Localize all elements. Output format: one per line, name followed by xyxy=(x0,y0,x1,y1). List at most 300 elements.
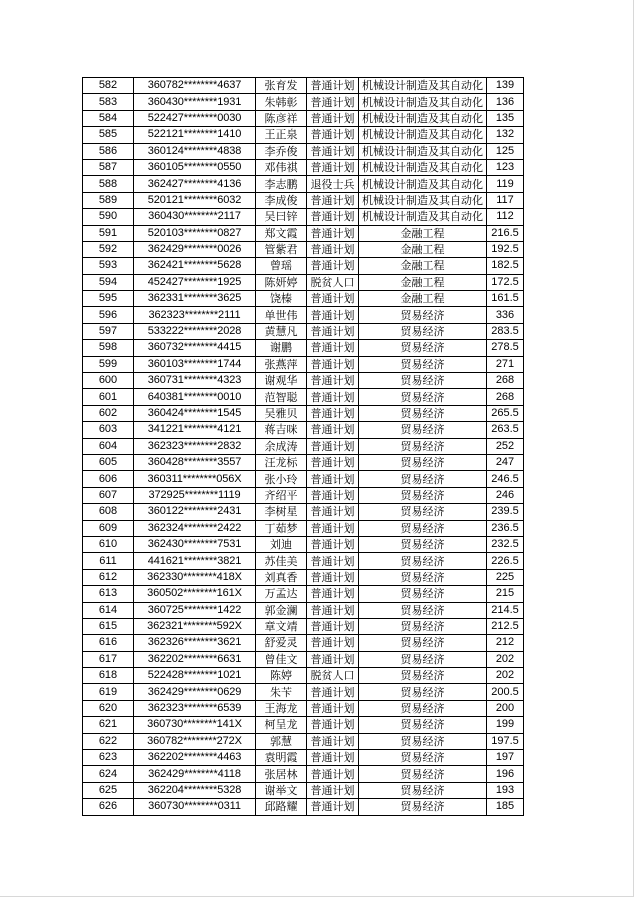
plan-type-cell: 普通计划 xyxy=(307,684,359,700)
name-cell: 管紫君 xyxy=(256,241,307,257)
table-row xyxy=(83,684,524,700)
id-number-cell: 360103********1744 xyxy=(134,356,256,372)
plan-type-cell: 普通计划 xyxy=(307,143,359,159)
seq-number-cell: 586 xyxy=(83,143,134,159)
id-number-cell: 362321********592X xyxy=(134,618,256,634)
id-number-cell: 360782********272X xyxy=(134,733,256,749)
table-row xyxy=(83,487,524,503)
table-row xyxy=(83,307,524,323)
name-cell: 李乔俊 xyxy=(256,143,307,159)
seq-number-cell: 626 xyxy=(83,799,134,815)
seq-number-cell: 601 xyxy=(83,389,134,405)
seq-number-cell: 589 xyxy=(83,192,134,208)
score-cell: 283.5 xyxy=(487,323,524,339)
name-cell: 陈婷 xyxy=(256,668,307,684)
score-cell: 123 xyxy=(487,159,524,175)
plan-type-cell: 普通计划 xyxy=(307,700,359,716)
score-cell: 268 xyxy=(487,373,524,389)
table-row xyxy=(83,782,524,798)
id-number-cell: 372925********1119 xyxy=(134,487,256,503)
id-number-cell: 362323********2832 xyxy=(134,438,256,454)
score-cell: 200 xyxy=(487,700,524,716)
major-cell: 贸易经济 xyxy=(359,389,487,405)
id-number-cell: 360424********1545 xyxy=(134,405,256,421)
score-cell: 117 xyxy=(487,192,524,208)
id-number-cell: 362429********4118 xyxy=(134,766,256,782)
name-cell: 朱韩彰 xyxy=(256,94,307,110)
id-number-cell: 640381********0010 xyxy=(134,389,256,405)
major-cell: 贸易经济 xyxy=(359,700,487,716)
plan-type-cell: 普通计划 xyxy=(307,291,359,307)
seq-number-cell: 590 xyxy=(83,209,134,225)
plan-type-cell: 脱贫人口 xyxy=(307,274,359,290)
plan-type-cell: 普通计划 xyxy=(307,635,359,651)
score-cell: 246.5 xyxy=(487,471,524,487)
seq-number-cell: 588 xyxy=(83,176,134,192)
plan-type-cell: 普通计划 xyxy=(307,782,359,798)
score-cell: 182.5 xyxy=(487,258,524,274)
major-cell: 贸易经济 xyxy=(359,340,487,356)
name-cell: 谢观华 xyxy=(256,373,307,389)
score-cell: 212 xyxy=(487,635,524,651)
score-cell: 265.5 xyxy=(487,405,524,421)
score-cell: 212.5 xyxy=(487,618,524,634)
id-number-cell: 362324********2422 xyxy=(134,520,256,536)
plan-type-cell: 普通计划 xyxy=(307,651,359,667)
major-cell: 贸易经济 xyxy=(359,586,487,602)
id-number-cell: 522427********0030 xyxy=(134,110,256,126)
major-cell: 贸易经济 xyxy=(359,536,487,552)
id-number-cell: 520103********0827 xyxy=(134,225,256,241)
table-row xyxy=(83,209,524,225)
plan-type-cell: 普通计划 xyxy=(307,471,359,487)
table-row xyxy=(83,586,524,602)
name-cell: 李志鹏 xyxy=(256,176,307,192)
major-cell: 机械设计制造及其自动化 xyxy=(359,110,487,126)
name-cell: 李成俊 xyxy=(256,192,307,208)
name-cell: 袁明霞 xyxy=(256,750,307,766)
name-cell: 吴雅贝 xyxy=(256,405,307,421)
score-cell: 225 xyxy=(487,569,524,585)
plan-type-cell: 普通计划 xyxy=(307,569,359,585)
plan-type-cell: 普通计划 xyxy=(307,454,359,470)
name-cell: 单世伟 xyxy=(256,307,307,323)
name-cell: 柯呈龙 xyxy=(256,717,307,733)
table-row xyxy=(83,471,524,487)
score-cell: 119 xyxy=(487,176,524,192)
name-cell: 张燕萍 xyxy=(256,356,307,372)
id-number-cell: 360105********0550 xyxy=(134,159,256,175)
seq-number-cell: 622 xyxy=(83,733,134,749)
name-cell: 郭慧 xyxy=(256,733,307,749)
plan-type-cell: 普通计划 xyxy=(307,389,359,405)
plan-type-cell: 普通计划 xyxy=(307,602,359,618)
score-cell: 196 xyxy=(487,766,524,782)
seq-number-cell: 611 xyxy=(83,553,134,569)
score-cell: 202 xyxy=(487,651,524,667)
seq-number-cell: 609 xyxy=(83,520,134,536)
seq-number-cell: 607 xyxy=(83,487,134,503)
plan-type-cell: 脱贫人口 xyxy=(307,668,359,684)
name-cell: 陈彦祥 xyxy=(256,110,307,126)
plan-type-cell: 普通计划 xyxy=(307,487,359,503)
table-row xyxy=(83,553,524,569)
table-row xyxy=(83,225,524,241)
name-cell: 曾佳文 xyxy=(256,651,307,667)
name-cell: 范智聪 xyxy=(256,389,307,405)
seq-number-cell: 610 xyxy=(83,536,134,552)
plan-type-cell: 普通计划 xyxy=(307,323,359,339)
major-cell: 机械设计制造及其自动化 xyxy=(359,127,487,143)
id-number-cell: 522428********1021 xyxy=(134,668,256,684)
plan-type-cell: 普通计划 xyxy=(307,340,359,356)
id-number-cell: 362330********418X xyxy=(134,569,256,585)
plan-type-cell: 普通计划 xyxy=(307,618,359,634)
table-row xyxy=(83,618,524,634)
plan-type-cell: 普通计划 xyxy=(307,553,359,569)
table-row xyxy=(83,717,524,733)
seq-number-cell: 617 xyxy=(83,651,134,667)
table-row xyxy=(83,291,524,307)
id-number-cell: 362323********6539 xyxy=(134,700,256,716)
major-cell: 贸易经济 xyxy=(359,684,487,700)
major-cell: 贸易经济 xyxy=(359,422,487,438)
score-cell: 246 xyxy=(487,487,524,503)
table-row xyxy=(83,143,524,159)
table-row xyxy=(83,176,524,192)
table-row xyxy=(83,536,524,552)
id-number-cell: 360502********161X xyxy=(134,586,256,602)
major-cell: 机械设计制造及其自动化 xyxy=(359,143,487,159)
id-number-cell: 360782********4637 xyxy=(134,78,256,94)
score-cell: 336 xyxy=(487,307,524,323)
seq-number-cell: 584 xyxy=(83,110,134,126)
seq-number-cell: 592 xyxy=(83,241,134,257)
id-number-cell: 362427********4136 xyxy=(134,176,256,192)
score-cell: 161.5 xyxy=(487,291,524,307)
seq-number-cell: 599 xyxy=(83,356,134,372)
plan-type-cell: 普通计划 xyxy=(307,356,359,372)
id-number-cell: 360428********3557 xyxy=(134,454,256,470)
name-cell: 曾瑶 xyxy=(256,258,307,274)
table-row xyxy=(83,78,524,94)
score-cell: 136 xyxy=(487,94,524,110)
major-cell: 机械设计制造及其自动化 xyxy=(359,209,487,225)
major-cell: 机械设计制造及其自动化 xyxy=(359,78,487,94)
seq-number-cell: 619 xyxy=(83,684,134,700)
table-row xyxy=(83,454,524,470)
score-cell: 263.5 xyxy=(487,422,524,438)
major-cell: 贸易经济 xyxy=(359,799,487,815)
score-table xyxy=(82,77,524,816)
name-cell: 余成涛 xyxy=(256,438,307,454)
table-row xyxy=(83,520,524,536)
major-cell: 机械设计制造及其自动化 xyxy=(359,94,487,110)
plan-type-cell: 普通计划 xyxy=(307,766,359,782)
major-cell: 贸易经济 xyxy=(359,553,487,569)
id-number-cell: 362204********5328 xyxy=(134,782,256,798)
plan-type-cell: 普通计划 xyxy=(307,586,359,602)
plan-type-cell: 退役士兵 xyxy=(307,176,359,192)
major-cell: 贸易经济 xyxy=(359,618,487,634)
major-cell: 贸易经济 xyxy=(359,471,487,487)
seq-number-cell: 620 xyxy=(83,700,134,716)
major-cell: 贸易经济 xyxy=(359,766,487,782)
major-cell: 机械设计制造及其自动化 xyxy=(359,176,487,192)
id-number-cell: 360311********056X xyxy=(134,471,256,487)
major-cell: 贸易经济 xyxy=(359,733,487,749)
name-cell: 邱路耀 xyxy=(256,799,307,815)
seq-number-cell: 582 xyxy=(83,78,134,94)
name-cell: 张育发 xyxy=(256,78,307,94)
name-cell: 陈妍婷 xyxy=(256,274,307,290)
score-cell: 226.5 xyxy=(487,553,524,569)
name-cell: 郭金澜 xyxy=(256,602,307,618)
major-cell: 贸易经济 xyxy=(359,487,487,503)
name-cell: 黄慧凡 xyxy=(256,323,307,339)
major-cell: 金融工程 xyxy=(359,274,487,290)
table-row xyxy=(83,569,524,585)
major-cell: 贸易经济 xyxy=(359,651,487,667)
seq-number-cell: 625 xyxy=(83,782,134,798)
table-row xyxy=(83,389,524,405)
seq-number-cell: 613 xyxy=(83,586,134,602)
plan-type-cell: 普通计划 xyxy=(307,241,359,257)
plan-type-cell: 普通计划 xyxy=(307,520,359,536)
score-cell: 239.5 xyxy=(487,504,524,520)
id-number-cell: 362323********2111 xyxy=(134,307,256,323)
score-cell: 135 xyxy=(487,110,524,126)
name-cell: 王海龙 xyxy=(256,700,307,716)
major-cell: 贸易经济 xyxy=(359,307,487,323)
score-cell: 215 xyxy=(487,586,524,602)
id-number-cell: 362202********6631 xyxy=(134,651,256,667)
seq-number-cell: 593 xyxy=(83,258,134,274)
score-cell: 216.5 xyxy=(487,225,524,241)
seq-number-cell: 602 xyxy=(83,405,134,421)
major-cell: 贸易经济 xyxy=(359,635,487,651)
name-cell: 万孟达 xyxy=(256,586,307,602)
score-cell: 252 xyxy=(487,438,524,454)
major-cell: 金融工程 xyxy=(359,258,487,274)
seq-number-cell: 583 xyxy=(83,94,134,110)
table-row xyxy=(83,373,524,389)
score-cell: 197.5 xyxy=(487,733,524,749)
major-cell: 贸易经济 xyxy=(359,454,487,470)
plan-type-cell: 普通计划 xyxy=(307,373,359,389)
id-number-cell: 360730********141X xyxy=(134,717,256,733)
major-cell: 贸易经济 xyxy=(359,323,487,339)
plan-type-cell: 普通计划 xyxy=(307,422,359,438)
table-row xyxy=(83,258,524,274)
major-cell: 贸易经济 xyxy=(359,717,487,733)
table-body xyxy=(83,78,524,816)
plan-type-cell: 普通计划 xyxy=(307,438,359,454)
score-cell: 192.5 xyxy=(487,241,524,257)
id-number-cell: 360731********4323 xyxy=(134,373,256,389)
id-number-cell: 341221********4121 xyxy=(134,422,256,438)
id-number-cell: 362430********7531 xyxy=(134,536,256,552)
plan-type-cell: 普通计划 xyxy=(307,209,359,225)
table-row xyxy=(83,504,524,520)
id-number-cell: 520121********6032 xyxy=(134,192,256,208)
seq-number-cell: 608 xyxy=(83,504,134,520)
seq-number-cell: 606 xyxy=(83,471,134,487)
seq-number-cell: 623 xyxy=(83,750,134,766)
score-cell: 236.5 xyxy=(487,520,524,536)
id-number-cell: 522121********1410 xyxy=(134,127,256,143)
seq-number-cell: 604 xyxy=(83,438,134,454)
major-cell: 贸易经济 xyxy=(359,438,487,454)
plan-type-cell: 普通计划 xyxy=(307,536,359,552)
seq-number-cell: 585 xyxy=(83,127,134,143)
table-row xyxy=(83,127,524,143)
id-number-cell: 360725********1422 xyxy=(134,602,256,618)
id-number-cell: 362429********0026 xyxy=(134,241,256,257)
seq-number-cell: 600 xyxy=(83,373,134,389)
score-cell: 132 xyxy=(487,127,524,143)
seq-number-cell: 596 xyxy=(83,307,134,323)
plan-type-cell: 普通计划 xyxy=(307,504,359,520)
major-cell: 贸易经济 xyxy=(359,668,487,684)
table-row xyxy=(83,750,524,766)
plan-type-cell: 普通计划 xyxy=(307,733,359,749)
table-row xyxy=(83,192,524,208)
name-cell: 邓伟祺 xyxy=(256,159,307,175)
seq-number-cell: 615 xyxy=(83,618,134,634)
table-row xyxy=(83,405,524,421)
id-number-cell: 360732********4415 xyxy=(134,340,256,356)
table-row xyxy=(83,651,524,667)
name-cell: 张小玲 xyxy=(256,471,307,487)
table-row xyxy=(83,94,524,110)
score-cell: 197 xyxy=(487,750,524,766)
name-cell: 谢鹏 xyxy=(256,340,307,356)
plan-type-cell: 普通计划 xyxy=(307,258,359,274)
name-cell: 郑文霞 xyxy=(256,225,307,241)
seq-number-cell: 614 xyxy=(83,602,134,618)
seq-number-cell: 612 xyxy=(83,569,134,585)
table-row xyxy=(83,274,524,290)
name-cell: 章文靖 xyxy=(256,618,307,634)
seq-number-cell: 624 xyxy=(83,766,134,782)
seq-number-cell: 594 xyxy=(83,274,134,290)
major-cell: 金融工程 xyxy=(359,241,487,257)
id-number-cell: 533222********2028 xyxy=(134,323,256,339)
major-cell: 贸易经济 xyxy=(359,373,487,389)
seq-number-cell: 595 xyxy=(83,291,134,307)
id-number-cell: 360124********4838 xyxy=(134,143,256,159)
score-cell: 247 xyxy=(487,454,524,470)
name-cell: 舒爱灵 xyxy=(256,635,307,651)
major-cell: 贸易经济 xyxy=(359,504,487,520)
major-cell: 机械设计制造及其自动化 xyxy=(359,159,487,175)
name-cell: 李树星 xyxy=(256,504,307,520)
name-cell: 吴曰锌 xyxy=(256,209,307,225)
plan-type-cell: 普通计划 xyxy=(307,159,359,175)
major-cell: 贸易经济 xyxy=(359,602,487,618)
table-row xyxy=(83,323,524,339)
table-row xyxy=(83,668,524,684)
seq-number-cell: 618 xyxy=(83,668,134,684)
score-cell: 232.5 xyxy=(487,536,524,552)
score-cell: 193 xyxy=(487,782,524,798)
id-number-cell: 360430********2117 xyxy=(134,209,256,225)
id-number-cell: 362326********3621 xyxy=(134,635,256,651)
score-cell: 125 xyxy=(487,143,524,159)
plan-type-cell: 普通计划 xyxy=(307,750,359,766)
score-cell: 172.5 xyxy=(487,274,524,290)
table-row xyxy=(83,602,524,618)
name-cell: 刘真香 xyxy=(256,569,307,585)
id-number-cell: 362429********0629 xyxy=(134,684,256,700)
plan-type-cell: 普通计划 xyxy=(307,78,359,94)
name-cell: 汪龙标 xyxy=(256,454,307,470)
table-row xyxy=(83,241,524,257)
table-row xyxy=(83,340,524,356)
plan-type-cell: 普通计划 xyxy=(307,94,359,110)
seq-number-cell: 616 xyxy=(83,635,134,651)
score-cell: 271 xyxy=(487,356,524,372)
seq-number-cell: 587 xyxy=(83,159,134,175)
id-number-cell: 360730********0311 xyxy=(134,799,256,815)
plan-type-cell: 普通计划 xyxy=(307,799,359,815)
plan-type-cell: 普通计划 xyxy=(307,192,359,208)
id-number-cell: 360430********1931 xyxy=(134,94,256,110)
id-number-cell: 362421********5628 xyxy=(134,258,256,274)
table-row xyxy=(83,700,524,716)
id-number-cell: 362202********4463 xyxy=(134,750,256,766)
plan-type-cell: 普通计划 xyxy=(307,307,359,323)
name-cell: 王正泉 xyxy=(256,127,307,143)
name-cell: 齐绍平 xyxy=(256,487,307,503)
score-cell: 139 xyxy=(487,78,524,94)
major-cell: 机械设计制造及其自动化 xyxy=(359,192,487,208)
seq-number-cell: 597 xyxy=(83,323,134,339)
seq-number-cell: 591 xyxy=(83,225,134,241)
seq-number-cell: 598 xyxy=(83,340,134,356)
table-row xyxy=(83,422,524,438)
table-row xyxy=(83,110,524,126)
name-cell: 丁茹梦 xyxy=(256,520,307,536)
major-cell: 贸易经济 xyxy=(359,569,487,585)
table-row xyxy=(83,733,524,749)
id-number-cell: 452427********1925 xyxy=(134,274,256,290)
major-cell: 贸易经济 xyxy=(359,520,487,536)
table-row xyxy=(83,799,524,815)
seq-number-cell: 603 xyxy=(83,422,134,438)
plan-type-cell: 普通计划 xyxy=(307,717,359,733)
name-cell: 张居林 xyxy=(256,766,307,782)
name-cell: 饶榛 xyxy=(256,291,307,307)
id-number-cell: 362331********3625 xyxy=(134,291,256,307)
plan-type-cell: 普通计划 xyxy=(307,405,359,421)
table-row xyxy=(83,356,524,372)
name-cell: 谢举文 xyxy=(256,782,307,798)
plan-type-cell: 普通计划 xyxy=(307,225,359,241)
score-cell: 185 xyxy=(487,799,524,815)
name-cell: 刘迪 xyxy=(256,536,307,552)
id-number-cell: 441621********3821 xyxy=(134,553,256,569)
name-cell: 朱苄 xyxy=(256,684,307,700)
major-cell: 贸易经济 xyxy=(359,782,487,798)
table-row xyxy=(83,635,524,651)
score-cell: 214.5 xyxy=(487,602,524,618)
table-row xyxy=(83,159,524,175)
major-cell: 贸易经济 xyxy=(359,750,487,766)
plan-type-cell: 普通计划 xyxy=(307,127,359,143)
score-cell: 112 xyxy=(487,209,524,225)
